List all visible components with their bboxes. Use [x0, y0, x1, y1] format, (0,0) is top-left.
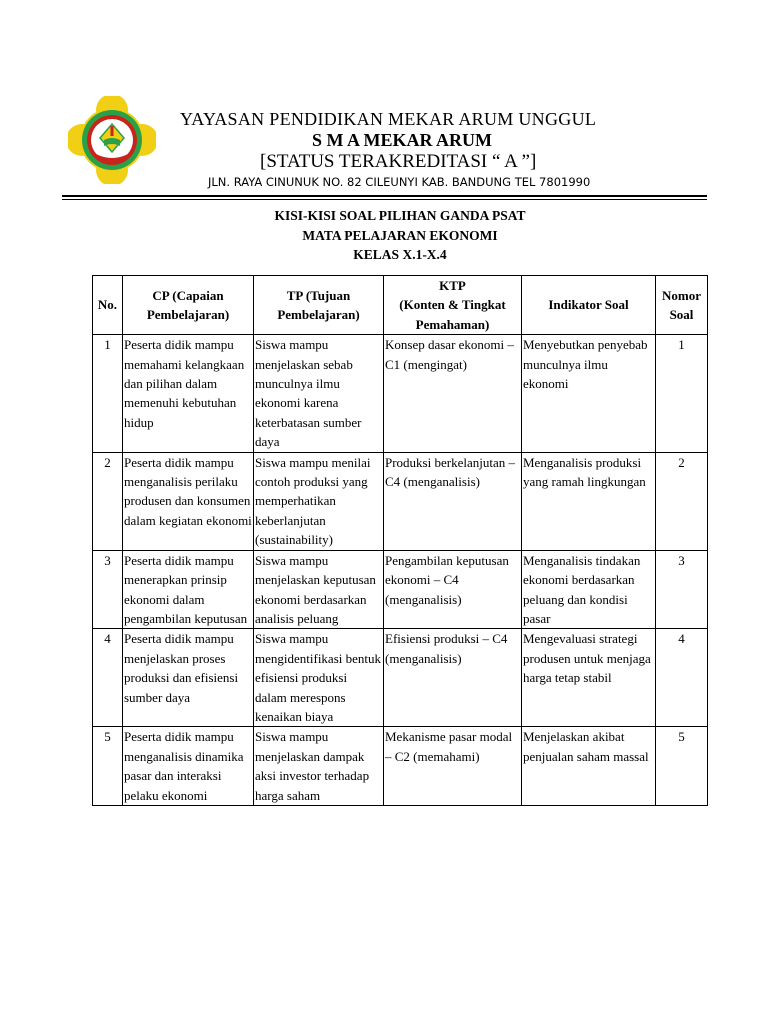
title-line-3: KELAS X.1-X.4 [353, 247, 447, 262]
table-row [93, 629, 708, 727]
accreditation-status: [STATUS TERAKREDITASI “ A ”] [260, 151, 537, 172]
cell-ktp: Efisiensi produksi – C4 (menganalisis) [384, 629, 522, 727]
cell-ktp: Produksi berkelanjutan – C4 (menganalisis) [384, 452, 522, 550]
cell-tp: Siswa mampu menjelaskan dampak aksi investor terhadap harga saham [254, 727, 384, 806]
cell-indikator: Menyebutkan penyebab munculnya ilmu ekonomi [522, 335, 656, 452]
cell-nomor-soal: 2 [656, 452, 708, 550]
cell-cp: Peserta didik mampu memahami kelangkaan dan pilihan dalam memenuhi kebutuhan hidup [123, 335, 254, 452]
header-ktp [384, 276, 522, 335]
cell-indikator: Menganalisis tindakan ekonomi berdasarkan peluang dan kondisi pasar [522, 550, 656, 629]
cell-tp: Siswa mampu menilai contoh produksi yang memperhatikan keberlanjutan (sustainability) [254, 452, 384, 550]
school-address: JLN. RAYA CINUNUK NO. 82 CILEUNYI KAB. BANDUNG TEL 7801990 [208, 175, 591, 189]
header-cp: CP (Capaian Pembelajaran) [123, 276, 254, 335]
cell-nomor-soal: 3 [656, 550, 708, 629]
cell-tp: Siswa mampu mengidentifikasi bentuk efisiensi produksi dalam merespons kenaikan biaya [254, 629, 384, 727]
header-tp: TP (Tujuan Pembelajaran) [254, 276, 384, 335]
cell-indikator: Menganalisis produksi yang ramah lingkungan [522, 452, 656, 550]
cell-no: 2 [93, 452, 123, 550]
cell-ktp: Mekanisme pasar modal – C2 (memahami) [384, 727, 522, 806]
title-line-2: MATA PELAJARAN EKONOMI [302, 227, 498, 243]
table-row [93, 550, 708, 629]
cell-indikator: Menjelaskan akibat penjualan saham massal [522, 727, 656, 806]
header-indikator: Indikator Soal [522, 276, 656, 335]
foundation-name: YAYASAN PENDIDIKAN MEKAR ARUM UNGGUL [180, 109, 597, 129]
cell-ktp: Pengambilan keputusan ekonomi – C4 (menganalisis) [384, 550, 522, 629]
kisi-kisi-table [92, 275, 708, 806]
cell-no: 4 [93, 629, 123, 727]
cell-tp: Siswa mampu menjelaskan sebab munculnya ilmu ekonomi karena keterbatasan sumber daya [254, 335, 384, 452]
table-row [93, 335, 708, 452]
cell-no: 3 [93, 550, 123, 629]
table-row [93, 727, 708, 806]
school-name: S M A MEKAR ARUM [312, 130, 492, 150]
header-no: No. [93, 276, 123, 335]
table-header-row [93, 276, 708, 335]
letterhead [0, 0, 768, 200]
cell-no: 5 [93, 727, 123, 806]
table-row [93, 452, 708, 550]
cell-cp: Peserta didik mampu menerapkan prinsip ekonomi dalam pengambilan keputusan [123, 550, 254, 629]
cell-indikator: Mengevaluasi strategi produsen untuk menjaga harga tetap stabil [522, 629, 656, 727]
letterhead-divider [62, 195, 707, 197]
cell-cp: Peserta didik mampu menganalisis dinamika pasar dan interaksi pelaku ekonomi [123, 727, 254, 806]
header-ktp-subtitle: (Konten & Tingkat Pemahaman) [399, 297, 506, 332]
cell-ktp: Konsep dasar ekonomi – C1 (mengingat) [384, 335, 522, 452]
title-line-1: KISI-KISI SOAL PILIHAN GANDA PSAT [274, 208, 526, 223]
cell-nomor-soal: 1 [656, 335, 708, 452]
header-nomor-soal: Nomor Soal [656, 276, 708, 335]
cell-tp: Siswa mampu menjelaskan keputusan ekonomi berdasarkan analisis peluang [254, 550, 384, 629]
school-logo [68, 96, 156, 184]
cell-nomor-soal: 4 [656, 629, 708, 727]
cell-no: 1 [93, 335, 123, 452]
cell-nomor-soal: 5 [656, 727, 708, 806]
header-ktp-title: KTP [439, 278, 466, 293]
cell-cp: Peserta didik mampu menganalisis perilaku produsen dan konsumen dalam kegiatan ekonomi [123, 452, 254, 550]
letterhead-divider-thin [62, 199, 707, 200]
document-title [92, 206, 708, 265]
cell-cp: Peserta didik mampu menjelaskan proses produksi dan efisiensi sumber daya [123, 629, 254, 727]
